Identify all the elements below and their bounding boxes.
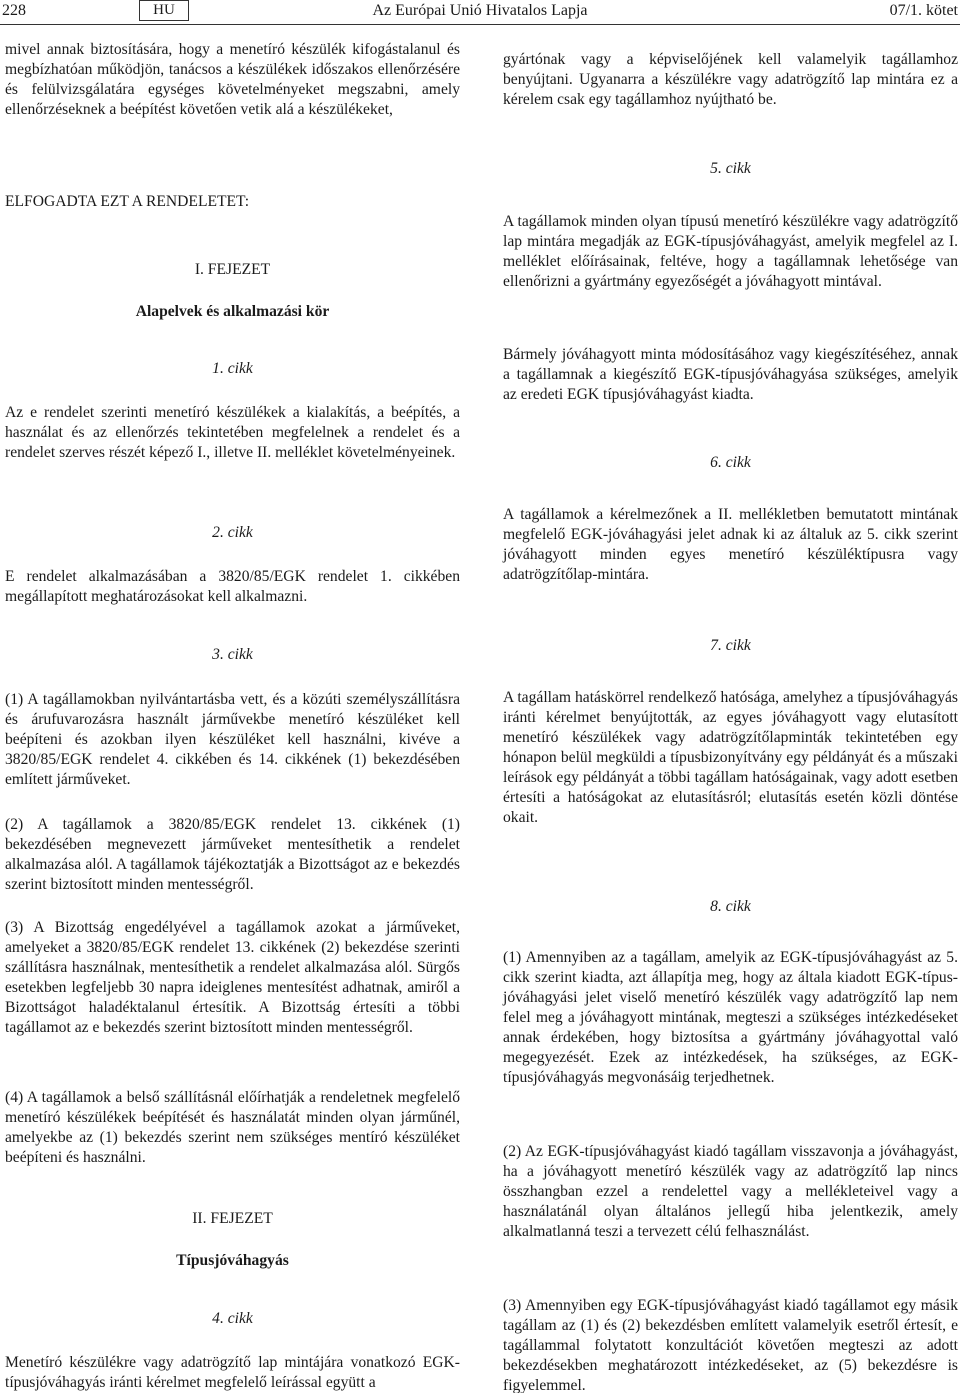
article-8-paragraph-3: (3) Amennyiben egy EGK-típusjóváhagyást kiadó tagállamot egy másik tagállam az (1) és (2) bekezdésben említett valamelyik esetről értesít, e tagállammal folytatott konzultációt követően megteszi az adott bekezdésekben meghatározott intézkedéseket, az (5) bekezdésre is figyelemmel. xyxy=(503,1297,958,1393)
page-number: 228 xyxy=(2,2,26,19)
article-6-label: 6. cikk xyxy=(710,454,751,471)
article-5-paragraph-1: A tagállamok minden olyan típusú menetíró készülékre vagy adatrögzítő lap mintára megadják az EGK-típusjóváhagyást, amelyik megfelel az I. melléklet előírásainak, feltéve, hogy a tagállamnak lehetősége van ellenőrizni a gyártmány egyezőségét a jóváhagyott mintával. xyxy=(503,213,958,290)
article-7-text: A tagállam hatáskörrel rendelkező hatósága, amelyhez a típusjóváhagyás iránti kérelmet benyújtották, az egyes jóváhagyott vagy elutasított menetíró készülékek vagy adatrögzítőlapminták tekintetében egy hónapon belül megküldi a típusbizonyítvány egy példányát és a műszaki leírások egy példányát a többi tagállam hatóságainak, vagy adott esetben értesíti a hatóságokat az elutasításról; elutasítás esetén közli döntése okait. xyxy=(503,689,958,826)
article-3-label: 3. cikk xyxy=(212,646,253,663)
article-5-paragraph-2: Bármely jóváhagyott minta módosításához vagy kiegészítéséhez, annak a tagállamnak a kiegészítő EGK-típusjóváhagyása szükséges, amelyik az eredeti EGK típusjóváhagyást kiadta. xyxy=(503,346,958,403)
article-1-label: 1. cikk xyxy=(212,360,253,377)
article-3-paragraph-4: (4) A tagállamok a belső szállításnál előírhatják a rendeletnek megfelelő menetíró készülékek beépítését és használatát minden olyan járműnél, amelyekbe az (1) bekezdés szerint nem szükséges mentíró készüléket beépíteni és használni. xyxy=(5,1089,460,1166)
article-4-label: 4. cikk xyxy=(212,1310,253,1327)
article-8-label: 8. cikk xyxy=(710,898,751,915)
adopted-line: ELFOGADTA EZT A RENDELETET: xyxy=(5,193,250,210)
chapter-1-title: Alapelvek és alkalmazási kör xyxy=(135,303,330,320)
article-4-continuation: gyártónak vagy a képviselőjének kell valamelyik tagállamhoz benyújtani. Ugyanarra a készülékre vagy adatrögzítő lap mintára ez a kérelem csak egy tagállamhoz nyújtható be. xyxy=(503,51,958,108)
journal-title: Az Európai Unió Hivatalos Lapja xyxy=(372,2,588,19)
article-2-label: 2. cikk xyxy=(212,524,253,541)
header-rule xyxy=(0,24,960,25)
article-2-text: E rendelet alkalmazásában a 3820/85/EGK rendelet 1. cikkében megállapított meghatározásokat kell alkalmazni. xyxy=(5,568,460,605)
article-8-paragraph-2: (2) Az EGK-típusjóváhagyást kiadó tagállam visszavonja a jóváhagyást, ha a jóváhagyott menetíró készülék vagy az adatrögzítő lap nincs összhangban ezzel a rendelettel vagy a mellékleteivel vagy a használatánál olyan általános jellegű hiba jelentkezik, amely alkalmatlanná teszi a tervezett célú felhasználást. xyxy=(503,1143,958,1240)
chapter-2-title: Típusjóváhagyás xyxy=(176,1252,289,1269)
article-7-label: 7. cikk xyxy=(710,637,751,654)
article-5-label: 5. cikk xyxy=(710,160,751,177)
article-3-paragraph-3: (3) A Bizottság engedélyével a tagállamok azokat a járműveket, amelyeket a 3820/85/EGK rendelet 13. cikkének (2) bekezdése szerinti szállításra használnak, mentesíthetik a rendelet alkalmazása alól. Sürgős esetekben legfeljebb 30 napra ideiglenes mentesítést adhatnak, amiről a Bizottságot haladéktalanul értesítik. A Bizottság értesíti a többi tagállamot az e bekezdés szerint biztosított minden mentességről. xyxy=(5,919,460,1036)
volume-label: 07/1. kötet xyxy=(889,2,958,19)
language-code-box: HU xyxy=(139,0,189,21)
article-1-text: Az e rendelet szerinti menetíró készülékek a kialakítás, a beépítés, a használat és az ellenőrzés tekintetében megfelelnek a rendelet és a rendelet szerves részét képező I., illetve II. melléklet követelményeinek. xyxy=(5,404,460,461)
article-3-paragraph-2: (2) A tagállamok a 3820/85/EGK rendelet 13. cikkének (1) bekezdésében megnevezett járműveket mentesíthetik a rendelet alkalmazása alól. A tagállamok tájékoztatják a Bizottságot az e bekezdés szerint biztosított minden mentességről. xyxy=(5,816,460,893)
recital-text: mivel annak biztosítására, hogy a menetíró készülék kifogástalanul és megbízhatóan működjön, tanácsos a készülékek időszakos ellenőrzésére és felülvizsgálatára egységes követelményeket megszabni, amely ellenőrzéseknek a beépítést követően vetik alá a készülékeket, xyxy=(5,41,460,118)
article-6-text: A tagállamok a kérelmezőnek a II. mellékletben bemutatott mintának megfelelő EGK-jóváhagyási jelet adnak ki az általuk az 5. cikk szerint jóváhagyott minden egyes menetíró készüléktípusra vagy adatrögzítőlap-mintára. xyxy=(503,506,958,583)
article-4-text: Menetíró készülékre vagy adatrögzítő lap mintájára vonatkozó EGK-típusjóváhagyás iránti kérelmet megfelelő leírással együtt a xyxy=(5,1354,460,1391)
article-8-paragraph-1: (1) Amennyiben az a tagállam, amelyik az EGK-típusjóváhagyást az 5. cikk szerint kiadta, azt állapítja meg, hogy az általa kiadott EGK-típus-jóváhagyási jelet viselő menetíró készülék vagy adatrögzítő lap nem felel meg a jóváhagyott mintának, megteszi a szükséges intézkedéseket annak érdekében, hogy biztosítsa a gyártmány jóváhagyottal való megegyezését. Ezek az intézkedések, ha szükséges, az EGK-típusjóváhagyás megvonásáig terjedhetnek. xyxy=(503,949,958,1086)
chapter-2-label: II. FEJEZET xyxy=(192,1210,273,1227)
chapter-1-label: I. FEJEZET xyxy=(194,261,271,278)
page-header xyxy=(0,0,960,30)
article-3-paragraph-1: (1) A tagállamokban nyilvántartásba vett, és a közúti személyszállításra és árufuvarozásra használt járművekbe menetíró készüléket kell beépíteni és azokban ilyen készüléket kell használni, kivéve a 3820/85/EGK rendelet 4. cikkében és 14. cikkének (1) bekezdésében említett járműveket. xyxy=(5,691,460,788)
